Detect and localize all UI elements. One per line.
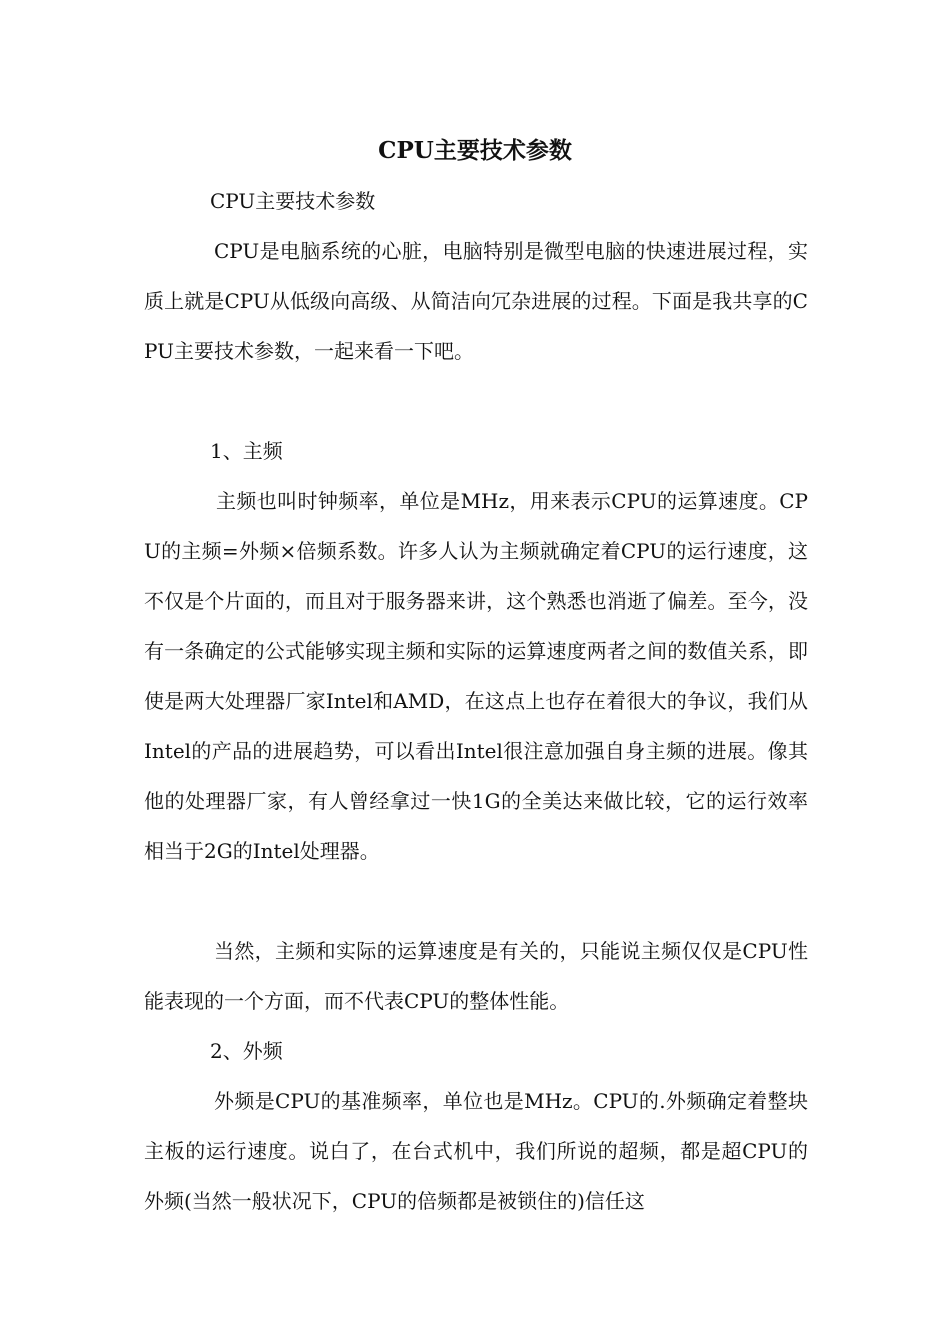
document-title: CPU主要技术参数 bbox=[378, 137, 572, 164]
intro-paragraph: CPU是电脑系统的心脏，电脑特别是微型电脑的快速进展过程，实质上就是CPU从低级向高级、从简洁向冗杂进展的过程。下面是我共享的CPU主要技术参数，一起来看一下吧。 bbox=[144, 239, 808, 363]
section-heading-main-frequency: 1、主频 bbox=[210, 439, 283, 463]
external-frequency-paragraph-1: 外频是CPU的基准频率，单位也是MHz。CPU的.外频确定着整块主板的运行速度。说白了，在台式机中，我们所说的超频，都是超CPU的外频(当然一般状况下，CPU的倍频都是被锁住的)信任这 bbox=[144, 1089, 808, 1213]
document-subtitle: CPU主要技术参数 bbox=[210, 189, 376, 213]
section-heading-external-frequency: 2、外频 bbox=[210, 1039, 283, 1063]
main-frequency-paragraph-1: 主频也叫时钟频率，单位是MHz，用来表示CPU的运算速度。CPU的主频=外频×倍频系数。许多人认为主频就确定着CPU的运行速度，这不仅是个片面的，而且对于服务器来讲，这个熟悉也消逝了偏差。至今，没有一条确定的公式能够实现主频和实际的运算速度两者之间的数值关系，即使是两大处理器厂家Intel和AMD，在这点上也存在着很大的争议，我们从Intel的产品的进展趋势，可以看出Intel很注意加强自身主频的进展。像其他的处理器厂家，有人曾经拿过一快1G的全美达来做比较，它的运行效率相当于2G的Intel处理器。 bbox=[144, 489, 808, 863]
main-frequency-paragraph-2: 当然，主频和实际的运算速度是有关的，只能说主频仅仅是CPU性能表现的一个方面，而不代表CPU的整体性能。 bbox=[144, 939, 808, 1013]
